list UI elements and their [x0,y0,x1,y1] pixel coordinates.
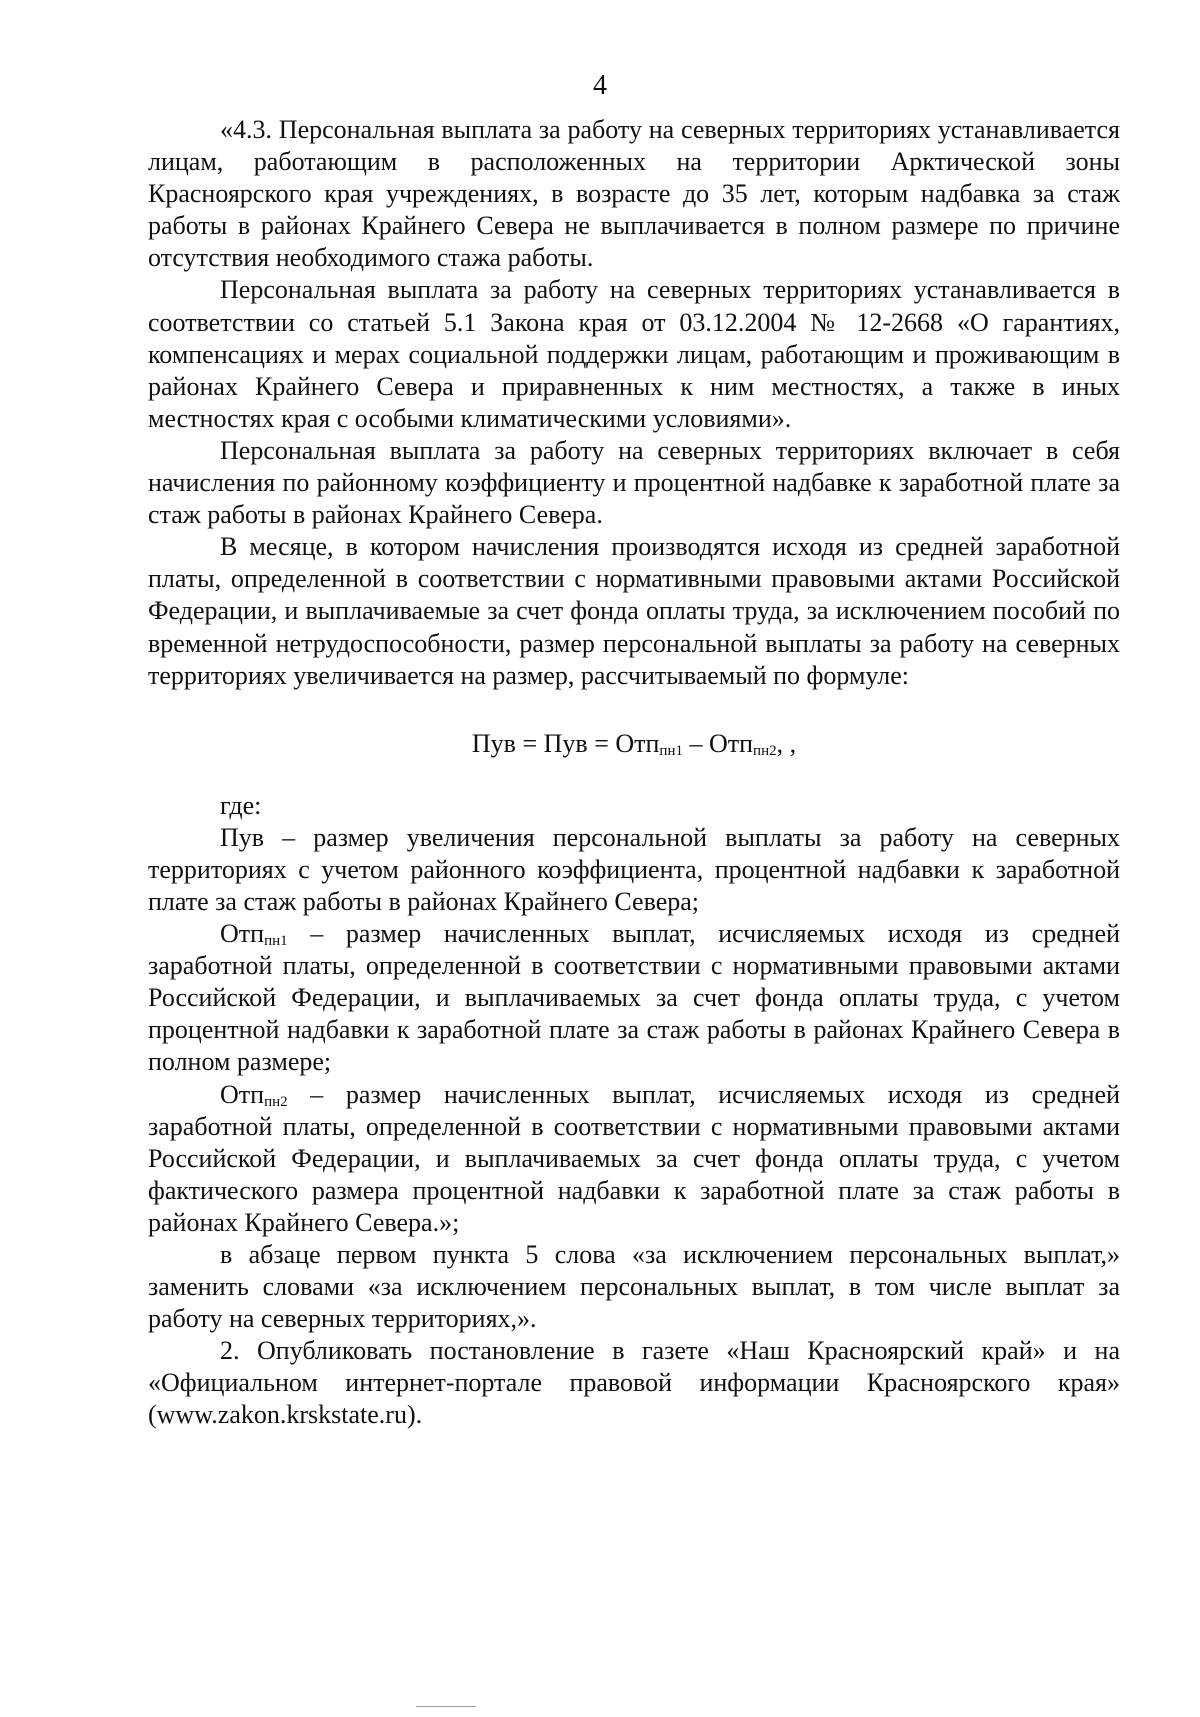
paragraph-law-reference: Персональная выплата за работу на северных территориях устанавливается в соответствии со статьей 5.1 Закона края от 03.12.2004 № 12-2668 «О гарантиях, компенсациях и мерах социальной поддержки лицам, работающим и проживающим в районах Крайнего Севера и приравненных к ним местностях, а также в иных местностях края с особыми климатическими условиями». [148,275,1120,433]
paragraph-4-3: «4.3. Персональная выплата за работу на северных территориях устанавливается лицам, работающим в расположенных на территории Арктической зоны Красноярского края учреждениях, в возрасте до 35 лет, которым надбавка за стаж работы в районах Крайнего Севера не выплачивается в полном размере по причине отсутствия необходимого стажа работы. [148,115,1120,273]
definition-otp-pn1-subscript: пн1 [264,933,288,950]
page-number: 4 [593,70,607,101]
formula-term-2-subscript: пн2 [753,742,777,759]
formula-term-2: Отп [708,728,754,758]
definition-otp-pn2-text: – размер начисленных выплат, исчисляемых исходя из средней заработной платы, определенной в соответствии с нормативными правовыми актами Российской Федерации, и выплачиваемых за счет фонда оплаты труда, с учетом фактического размера процентной надбавки к заработной плате за стаж работы в районах Крайнего Севера.»; [148,1079,1120,1237]
where-label: где: [220,790,262,820]
formula-term-1-subscript: пн1 [659,742,683,759]
definition-puv: Пув – размер увеличения персональной выплаты за работу на северных территориях с учетом районного коэффициента, процентной надбавки к заработной плате за стаж работы в районах Крайнего Севера; [148,822,1120,916]
formula-lhs-2: Пув [543,728,588,758]
definition-otp-pn2-subscript: пн2 [264,1093,288,1110]
formula-term-1: Отп [615,728,660,758]
document-body [148,114,1120,1432]
paragraph-point-5-amendment: в абзаце первом пункта 5 слова «за исключением персональных выплат,» заменить словами «за исключением персональных выплат, в том числе выплат за работу на северных территориях,». [148,1240,1120,1334]
formula-equals-2: = [587,728,616,758]
formula-equals-1: = [515,728,544,758]
definition-otp-pn2 [148,1079,1120,1239]
scan-mark [416,1706,476,1707]
definition-otp-pn1-symbol: Отп [220,919,265,949]
definition-otp-pn1-text: – размер начисленных выплат, исчисляемых исходя из средней заработной платы, определенной в соответствии с нормативными правовыми актами Российской Федерации, и выплачиваемых за счет фонда оплаты труда, с учетом процентной надбавки к заработной плате за стаж работы в районах Крайнего Севера в полном размере; [148,919,1120,1077]
formula [148,728,1120,760]
paragraph-month-calculation: В месяце, в котором начисления производятся исходя из средней заработной платы, определенной в соответствии с нормативными правовыми актами Российской Федерации, и выплачиваемые за счет фонда оплаты труда, за исключением пособий по временной нетрудоспособности, размер персональной выплаты за работу на северных территориях увеличивается на размер, рассчитываемый по формуле: [148,532,1120,690]
formula-lhs-1: Пув [471,728,516,758]
formula-tail: , , [776,728,797,758]
formula-minus: – [682,728,709,758]
definition-otp-pn2-symbol: Отп [220,1079,265,1109]
paragraph-includes: Персональная выплата за работу на северных территориях включает в себя начисления по районному коэффициенту и процентной надбавке к заработной плате за стаж работы в районах Крайнего Севера. [148,435,1120,530]
definition-otp-pn1 [148,918,1120,1078]
paragraph-2-publish: 2. Опубликовать постановление в газете «Наш Красноярский край» и на «Официальном интернет-портале правовой информации Красноярского края» (www.zakon.krskstate.ru). [148,1336,1120,1430]
